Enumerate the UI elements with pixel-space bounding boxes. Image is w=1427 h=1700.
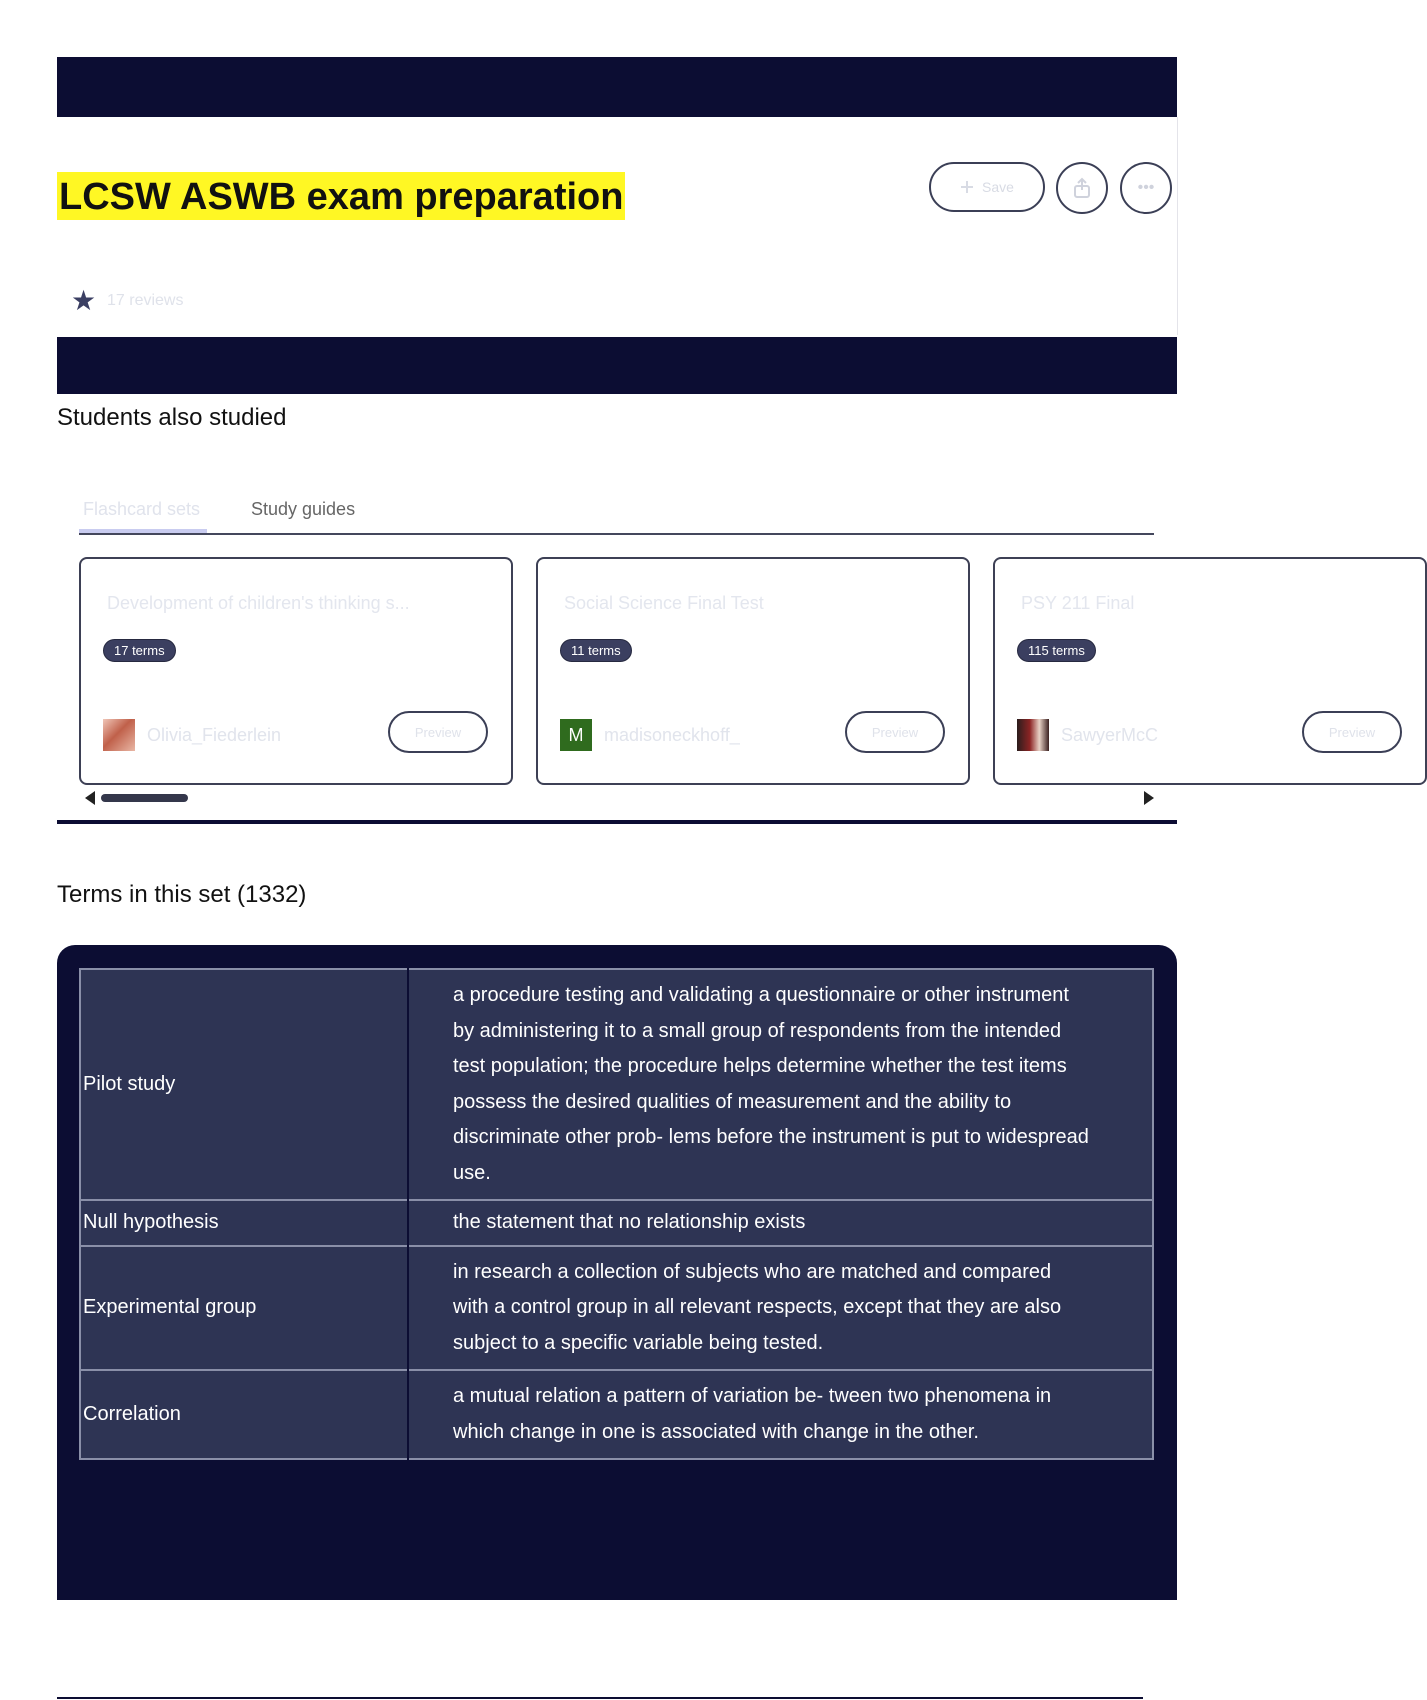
definition-cell: a procedure testing and validating a questionnaire or other instrument by administering it to a small group of respondents from the intended test population; the procedure helps determine whether the test items possess the desired qualities of measurement and the ability to discriminate other prob- lems before the instrument is put to widespread use. [453, 984, 1089, 1184]
study-set-card[interactable] [79, 557, 513, 785]
term-cell: Null hypothesis [80, 1200, 408, 1246]
share-icon [1071, 177, 1093, 199]
study-set-card[interactable] [536, 557, 970, 785]
more-options-button[interactable] [1120, 162, 1172, 214]
save-button[interactable] [929, 162, 1045, 212]
save-button-label: Save [982, 179, 1014, 195]
term-cell: Experimental group [80, 1246, 408, 1371]
card-username[interactable]: Olivia_Fiederlein [147, 725, 282, 745]
terms-table [79, 968, 1154, 1460]
share-button[interactable] [1056, 162, 1108, 214]
table-row [80, 1370, 1153, 1459]
tab-bar [79, 497, 1154, 535]
table-row [80, 1246, 1153, 1371]
avatar [560, 719, 592, 751]
page-bottom-rule [57, 1697, 1143, 1699]
card-title[interactable]: PSY 211 Final [1021, 593, 1135, 613]
scrollbar-thumb[interactable] [101, 794, 188, 802]
section-divider [57, 820, 1177, 824]
table-row [80, 1200, 1153, 1246]
carousel-scrollbar[interactable] [97, 794, 1137, 802]
set-header [57, 117, 1178, 335]
study-set-card[interactable] [993, 557, 1427, 785]
card-title[interactable]: Social Science Final Test [564, 593, 764, 613]
terms-count-badge: 11 terms [560, 639, 632, 662]
card-title[interactable]: Development of children's thinking s... [107, 593, 410, 613]
avatar-letter: M [568, 724, 584, 745]
definition-cell: in research a collection of subjects who are matched and compared with a control group in all relevant respects, except that they are also subject to a specific variable being tested. [453, 1260, 1062, 1354]
terms-set-heading: Terms in this set (1332) [57, 881, 307, 908]
term-cell: Pilot study [80, 969, 408, 1200]
tab-flashcard-sets[interactable]: Flashcard sets [83, 499, 201, 519]
terms-count-badge: 17 terms [103, 639, 176, 662]
table-row [80, 969, 1153, 1200]
page-title: LCSW ASWB exam preparation [57, 172, 625, 220]
preview-button-label: Preview [414, 724, 462, 740]
preview-button[interactable] [845, 711, 945, 753]
card-username[interactable]: SawyerMcC [1061, 725, 1159, 745]
terms-count-badge: 115 terms [1017, 639, 1096, 662]
preview-button[interactable] [1302, 711, 1402, 753]
scroll-left-arrow[interactable] [85, 791, 95, 805]
avatar [103, 719, 135, 751]
page [57, 57, 1376, 1600]
star-icon: ★ [71, 285, 97, 316]
card-username[interactable]: madisoneckhoff_ [604, 725, 740, 745]
tab-study-guides[interactable]: Study guides [251, 499, 356, 519]
scroll-right-arrow[interactable] [1144, 791, 1154, 805]
preview-button-label: Preview [1328, 724, 1376, 740]
section-banner [57, 337, 1177, 394]
avatar [1017, 719, 1049, 751]
reviews-count[interactable]: 17 reviews [107, 292, 184, 309]
preview-button-label: Preview [871, 724, 919, 740]
definition-cell: a mutual relation a pattern of variation be- tween two phenomena in which change in one is associated with change in the other. [453, 1385, 1052, 1443]
preview-button[interactable] [388, 711, 488, 753]
plus-icon [960, 180, 974, 194]
students-also-studied-heading: Students also studied [57, 404, 287, 431]
more-icon: ••• [1137, 179, 1155, 196]
cards-carousel [79, 557, 1376, 787]
top-banner [57, 57, 1177, 117]
definition-cell: the statement that no relationship exists [453, 1211, 806, 1233]
terms-panel [57, 945, 1177, 1600]
term-cell: Correlation [80, 1370, 408, 1459]
